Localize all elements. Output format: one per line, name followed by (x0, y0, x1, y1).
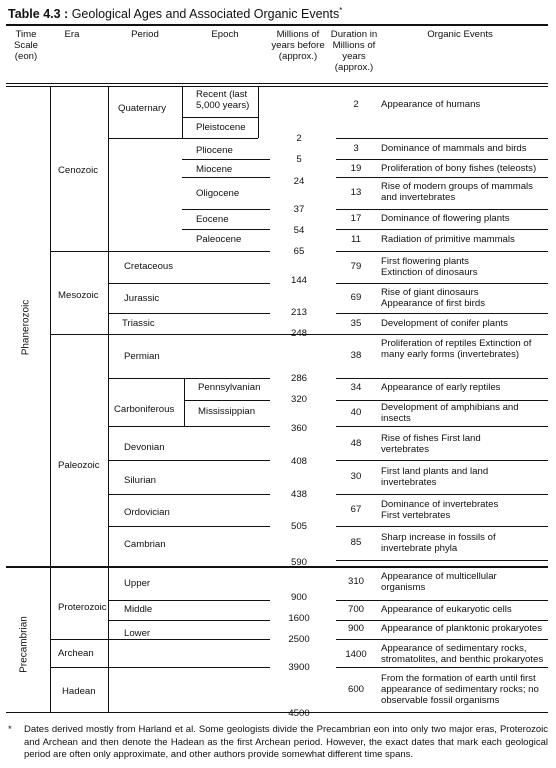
row-rule-10 (336, 378, 548, 379)
duration-value: 30 (350, 471, 362, 482)
boundary-age: 286 (290, 373, 307, 384)
epoch-pliocene: Pliocene (196, 145, 233, 156)
boundary-age: 248 (290, 328, 307, 339)
header-bottom-rule (6, 83, 548, 84)
row-rule-8 (336, 313, 548, 314)
row-rule-20 (336, 667, 548, 668)
duration-value: 38 (350, 350, 362, 361)
period-carboniferous: Carboniferous (114, 404, 175, 415)
table-title-mark: * (339, 6, 343, 15)
era-cenozoic: Cenozoic (58, 165, 98, 176)
boundary-age: 1600 (288, 613, 310, 624)
table-title-label: Table 4.3 : (8, 7, 69, 22)
footnote-text: Dates derived mostly from Harland et al. Some geologists divide the Precambrian eon into only two major eras, Proterozoic and Archean and then denote the Hadean as the first Archean period. However, the exact dates that mark each geological period are often only approximate, and other authors provide somewhat different time spans. (24, 724, 548, 760)
event-text: Appearance of sedimentary rocks, stromatolites, and benthic prokaryotes (381, 643, 544, 665)
event-text: Development of amphibians and insects (381, 402, 519, 424)
duration-value: 79 (350, 261, 362, 272)
event-text: From the formation of earth until first appearance of sedimentary rocks; no observable fossil organisms (381, 673, 539, 706)
row-rule-7 (336, 283, 548, 284)
epoch-mississippian: Mississippian (198, 406, 256, 417)
table-footnote (8, 724, 548, 762)
epoch-recent-label: Recent (last 5,000 years) (196, 89, 250, 111)
rule-miocene-bottom (182, 177, 270, 178)
row-rule-1 (336, 138, 548, 139)
row-rule-4 (336, 209, 548, 210)
row-rule-13 (336, 460, 548, 461)
row-rule-6 (336, 251, 548, 252)
duration-value: 48 (350, 438, 362, 449)
rule-lower-top (108, 620, 270, 621)
row-rule-14 (336, 494, 548, 495)
event-text: Development of conifer plants (381, 318, 508, 329)
epoch-oligocene: Oligocene (196, 188, 240, 199)
row-rule-16 (336, 560, 548, 561)
duration-value: 900 (347, 623, 364, 634)
table-title (8, 6, 342, 21)
header-duration: Duration in Millions of years (approx.) (330, 29, 378, 73)
header-bottom-rule-2 (6, 86, 548, 87)
duration-value: 40 (350, 407, 362, 418)
period-quaternary: Quaternary (118, 103, 166, 114)
event-text: Dominance of mammals and birds (381, 143, 527, 154)
boundary-age: 3900 (288, 662, 310, 673)
rule-ordovician-top (108, 494, 270, 495)
boundary-age: 5 (296, 154, 302, 165)
period-jurassic: Jurassic (124, 293, 160, 304)
duration-value: 2 (353, 99, 359, 110)
boundary-age: 54 (293, 225, 305, 236)
era-rule-mesozoic (50, 251, 270, 252)
boundary-age: 320 (290, 394, 307, 405)
boundary-age: 900 (290, 592, 307, 603)
eon-rule-precambrian (6, 566, 548, 568)
era-rule-archean (50, 639, 270, 640)
event-text: Rise of fishes First land vertebrates (381, 433, 481, 455)
duration-value: 11 (351, 234, 361, 245)
row-rule-17 (336, 600, 548, 601)
footnote-mark: * (8, 724, 12, 735)
event-text: Proliferation of reptiles Extinction of many early forms (invertebrates) (381, 338, 532, 360)
boundary-age: 213 (290, 307, 307, 318)
boundary-age: 438 (290, 489, 307, 500)
rule-cambrian-top (108, 526, 270, 527)
era-rule-hadean (50, 667, 270, 668)
event-text: Rise of giant dinosaurs Appearance of first birds (381, 287, 485, 309)
carboniferous-epoch-divider (184, 378, 185, 426)
event-text: Proliferation of bony fishes (teleosts) (381, 163, 537, 174)
duration-value: 600 (347, 684, 364, 695)
row-rule-5 (336, 229, 548, 230)
duration-value: 700 (347, 604, 364, 615)
duration-value: 85 (350, 537, 362, 548)
row-rule-19 (336, 639, 548, 640)
era-hadean: Hadean (62, 686, 96, 697)
event-text: Dominance of invertebrates First vertebrates (381, 499, 499, 521)
duration-value: 34 (350, 382, 362, 393)
eon-column-divider (50, 87, 51, 712)
duration-value: 310 (347, 576, 364, 587)
row-rule-2 (336, 159, 548, 160)
boundary-age: 505 (290, 521, 307, 532)
event-text: Rise of modern groups of mammals and invertebrates (381, 181, 533, 203)
period-permian: Permian (124, 351, 160, 362)
rule-jurassic-top (108, 283, 270, 284)
event-text: Radiation of primitive mammals (381, 234, 515, 245)
rule-devonian-top (108, 426, 270, 427)
header-millions: Millions of years before (approx.) (271, 29, 325, 62)
era-archean: Archean (58, 648, 94, 659)
rule-quaternary-bottom (108, 138, 258, 139)
row-rule-12 (336, 426, 548, 427)
era-mesozoic: Mesozoic (58, 290, 99, 301)
rule-recent-bottom (182, 117, 258, 118)
row-rule-3 (336, 177, 548, 178)
rule-mississippian-top (184, 400, 270, 401)
boundary-age: 2 (296, 133, 302, 144)
table-bottom-rule (6, 712, 548, 713)
eon-precambrian: Precambrian (18, 616, 30, 673)
eon-phanerozoic: Phanerozoic (20, 299, 32, 356)
epoch-recent (196, 89, 260, 111)
event-text: Appearance of humans (381, 99, 481, 110)
event-text: First flowering plants Extinction of dinosaurs (381, 256, 478, 278)
period-silurian: Silurian (124, 475, 156, 486)
epoch-eocene: Eocene (196, 214, 229, 225)
boundary-age: 24 (293, 176, 305, 187)
period-triassic: Triassic (122, 318, 155, 329)
boundary-age: 4500 (288, 708, 310, 719)
event-text: Appearance of eukaryotic cells (381, 604, 512, 615)
period-cretaceous: Cretaceous (124, 261, 174, 272)
period-lower: Lower (124, 628, 151, 639)
header-time-scale: Time Scale (eon) (14, 29, 38, 62)
rule-pliocene-bottom (182, 159, 270, 160)
duration-value: 69 (350, 292, 362, 303)
row-rule-18 (336, 620, 548, 621)
duration-value: 19 (350, 163, 362, 174)
event-text: Appearance of early reptiles (381, 382, 501, 393)
rule-silurian-top (108, 460, 270, 461)
period-devonian: Devonian (124, 442, 165, 453)
header-epoch: Epoch (211, 29, 239, 40)
event-text: Sharp increase in fossils of invertebrate phyla (381, 532, 496, 554)
era-proterozoic: Proterozoic (58, 602, 107, 613)
table-title-text: Geological Ages and Associated Organic Events (68, 7, 340, 22)
event-text: Appearance of multicellular organisms (381, 571, 497, 593)
duration-value: 17 (350, 213, 362, 224)
boundary-age: 360 (290, 423, 307, 434)
boundary-age: 144 (290, 275, 307, 286)
rule-carboniferous-top (108, 378, 270, 379)
quaternary-epoch-divider (182, 87, 183, 138)
period-upper: Upper (124, 578, 151, 589)
row-rule-11 (336, 400, 548, 401)
epoch-miocene: Miocene (196, 164, 233, 175)
boundary-age: 2500 (288, 634, 310, 645)
boundary-age: 65 (293, 246, 305, 257)
duration-value: 13 (350, 187, 362, 198)
period-middle: Middle (124, 604, 153, 615)
header-era: Era (64, 29, 80, 40)
duration-value: 35 (350, 318, 362, 329)
epoch-pennsylvanian: Pennsylvanian (198, 382, 261, 393)
boundary-age: 408 (290, 456, 307, 467)
event-text: Dominance of flowering plants (381, 213, 510, 224)
period-cambrian: Cambrian (124, 539, 166, 550)
period-ordovician: Ordovician (124, 507, 170, 518)
era-paleozoic: Paleozoic (58, 460, 100, 471)
rule-middle-top (108, 600, 270, 601)
era-column-divider (108, 87, 109, 712)
epoch-pleistocene: Pleistocene (196, 122, 246, 133)
duration-value: 67 (350, 504, 362, 515)
rule-triassic-top (108, 313, 270, 314)
header-top-rule (6, 24, 548, 26)
boundary-age: 37 (293, 204, 305, 215)
duration-value: 1400 (345, 649, 367, 660)
epoch-paleocene: Paleocene (196, 234, 242, 245)
row-rule-15 (336, 526, 548, 527)
header-events: Organic Events (427, 29, 493, 40)
event-text: Appearance of planktonic prokaryotes (381, 623, 543, 634)
event-text: First land plants and land invertebrates (381, 466, 489, 488)
boundary-age: 590 (290, 557, 307, 568)
rule-oligocene-bottom (182, 209, 270, 210)
header-period: Period (131, 29, 159, 40)
rule-eocene-bottom (182, 229, 270, 230)
duration-value: 3 (353, 143, 359, 154)
era-rule-paleozoic (50, 334, 270, 335)
